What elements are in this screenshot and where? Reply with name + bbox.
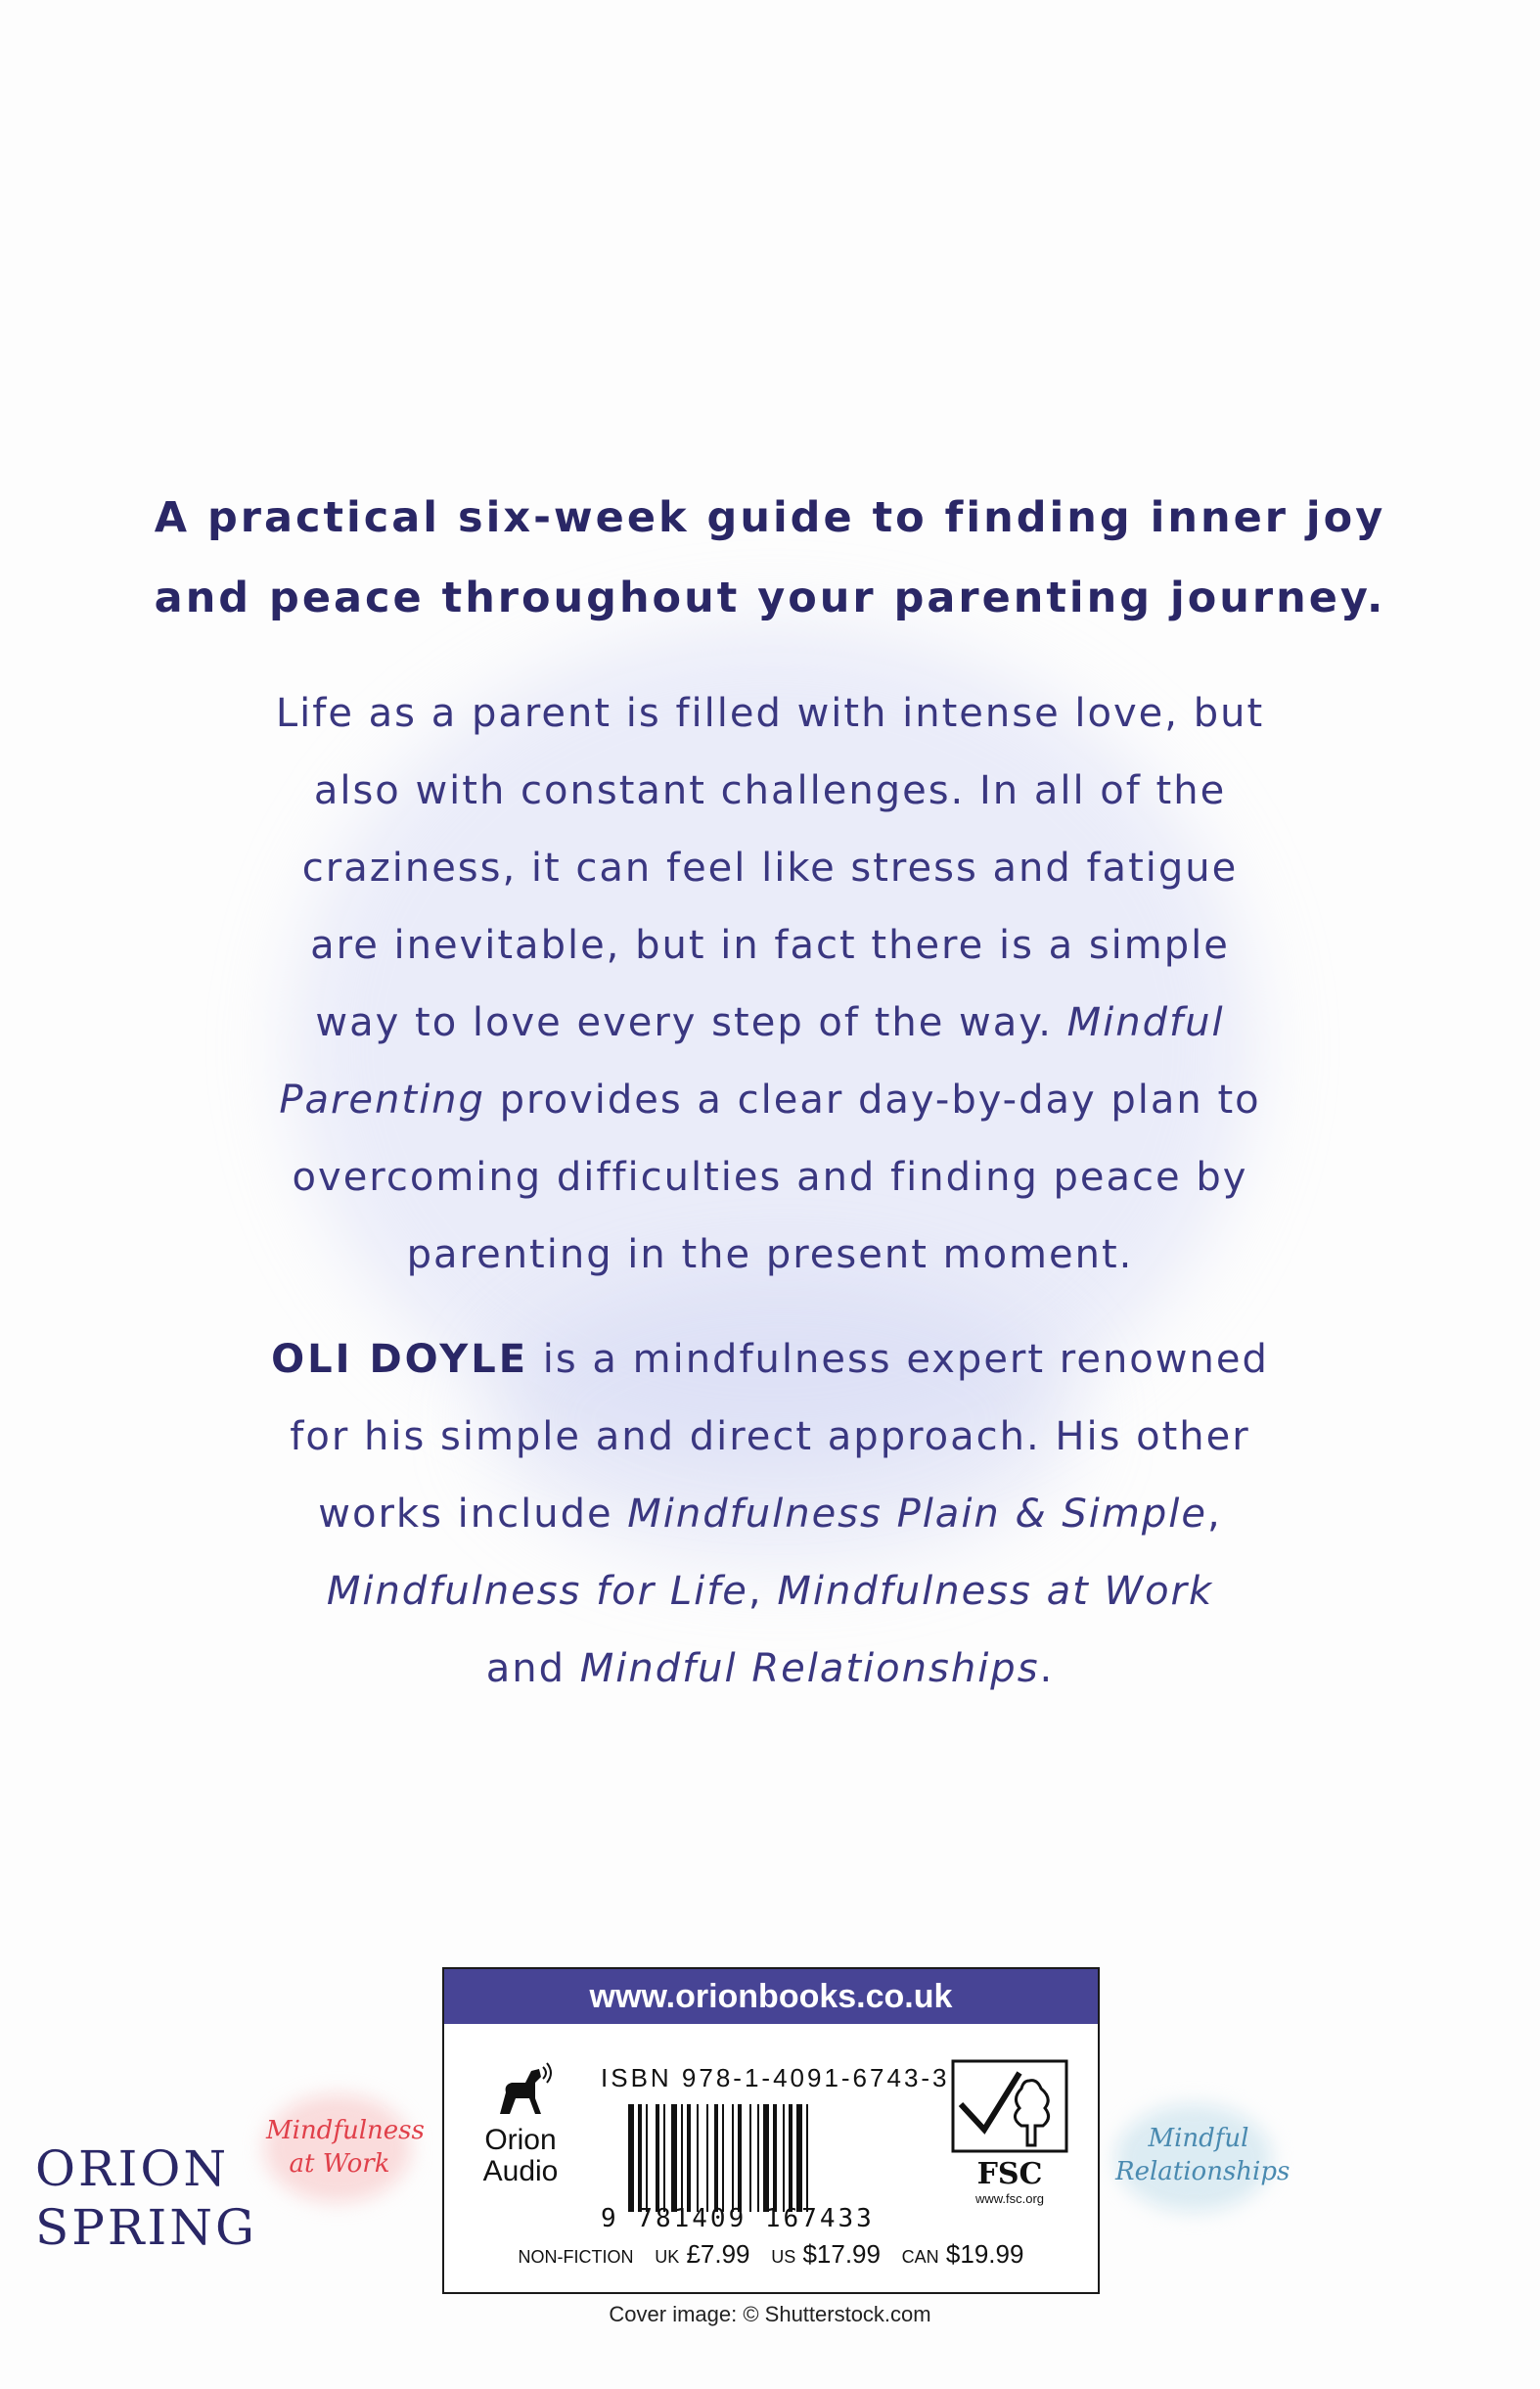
tree-checkmark-icon (951, 2059, 1068, 2153)
blurb-text: provides a clear day-by-day plan to (484, 1078, 1261, 1123)
logo-line: SPRING (35, 2199, 257, 2256)
price-bar (444, 2239, 1098, 2270)
blurb-line: parenting in the present moment. (406, 1232, 1134, 1277)
bio-text: , (1206, 1492, 1222, 1537)
bio-text: and (485, 1646, 580, 1691)
orion-spring-logo (35, 2139, 257, 2257)
logo-line: ORION (35, 2140, 230, 2197)
audio-logo-line: Audio (482, 2155, 559, 2187)
price-region: UK (655, 2247, 680, 2267)
blurb-text: way to love every step of the way. (315, 1000, 1067, 1045)
barcode-digits: 9 781409 167433 (601, 2204, 875, 2233)
fsc-label: FSC (976, 2157, 1043, 2191)
blurb-line: also with constant challenges. In all of the (313, 768, 1227, 813)
price-region: US (771, 2247, 796, 2267)
price: $17.99 (802, 2239, 881, 2269)
work-title: Mindful Relationships (579, 1646, 1040, 1691)
author-name: OLI DOYLE (271, 1337, 529, 1382)
tagline-line: A practical six-week guide to finding inner joy (154, 493, 1386, 542)
blurb-line: Life as a parent is filled with intense love, but (275, 691, 1265, 736)
bio-line (196, 1553, 1344, 1631)
bio-line (196, 1476, 1344, 1553)
barcode-icon (628, 2104, 884, 2212)
blurb-line (196, 985, 1344, 1062)
work-title: Mindfulness at Work (777, 1569, 1214, 1614)
tagline-line: and peace throughout your parenting journey. (154, 574, 1386, 622)
bio-text: . (1039, 1646, 1055, 1691)
bio-line: for his simple and direct approach. His other (290, 1414, 1250, 1459)
book-blurb (196, 675, 1344, 1294)
isbn: ISBN 978-1-4091-6743-3 (601, 2063, 950, 2092)
blurb-line: craziness, it can feel like stress and fatigue (301, 846, 1239, 891)
bio-line (196, 1321, 1344, 1399)
blurb-line: overcoming difficulties and finding peace by (292, 1155, 1248, 1200)
book-title: Mindful (1066, 1000, 1225, 1045)
bio-line (196, 1631, 1344, 1708)
price-region: CAN (901, 2247, 939, 2267)
bio-text: is a mindfulness expert renowned (528, 1337, 1269, 1382)
orion-audio-logo (462, 2059, 579, 2187)
bio-text: , (747, 1569, 778, 1614)
bio-text: works include (318, 1492, 628, 1537)
fsc-logo (941, 2059, 1078, 2206)
related-book-title: Mindful Relationships (1115, 2124, 1291, 2186)
work-title: Mindfulness Plain & Simple (627, 1492, 1207, 1537)
publisher-url[interactable]: www.orionbooks.co.uk (444, 1969, 1098, 2024)
author-bio (196, 1321, 1344, 1708)
genre: NON-FICTION (518, 2247, 634, 2267)
fsc-url: www.fsc.org (974, 2191, 1045, 2206)
book-title: Parenting (279, 1078, 485, 1123)
blurb-line (196, 1062, 1344, 1139)
dog-icon (486, 2059, 555, 2118)
work-title: Mindfulness for Life (326, 1569, 748, 1614)
related-book-title: Mindfulness at Work (266, 2116, 425, 2179)
price: $19.99 (945, 2239, 1024, 2269)
audio-logo-line: Orion (484, 2124, 557, 2156)
price: £7.99 (686, 2239, 750, 2269)
tagline (0, 478, 1540, 638)
blurb-line: are inevitable, but in fact there is a simple (310, 923, 1230, 968)
barcode-box (442, 1967, 1100, 2294)
cover-image-credit: Cover image: © Shutterstock.com (609, 2302, 931, 2326)
